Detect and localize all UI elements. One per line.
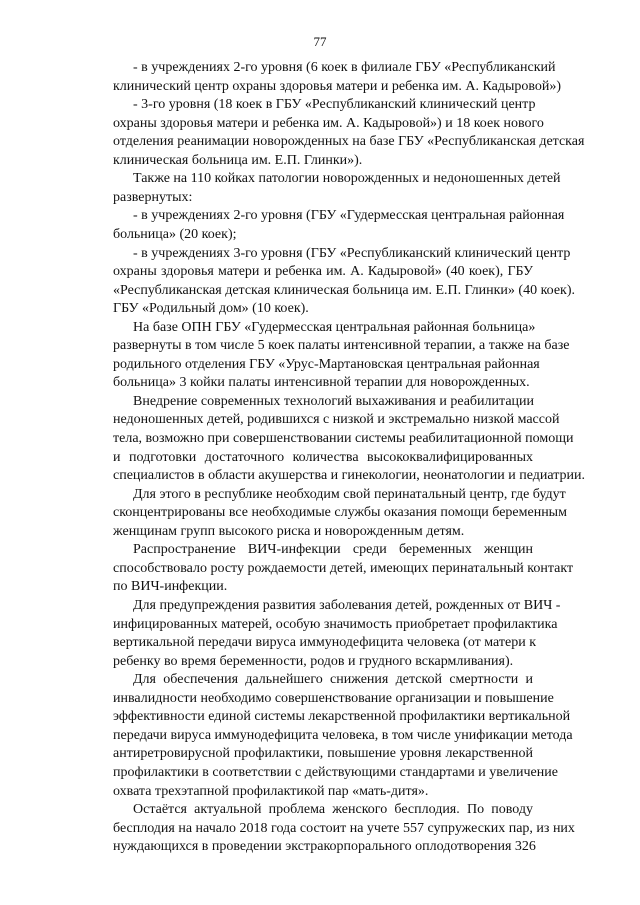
text-line: - в учреждениях 3-го уровня (ГБУ «Республиканский клинический центр bbox=[133, 245, 571, 261]
text-line: Также на 110 койках патологии новорожденных и недоношенных детей bbox=[133, 171, 561, 187]
text-line: профилактики в соответствии с действующими стандартами и увеличение bbox=[113, 764, 558, 780]
text-line: Распространение ВИЧ-инфекции среди беременных женщин bbox=[133, 542, 533, 558]
text-line: Для предупреждения развития заболевания детей, рожденных от ВИЧ - bbox=[133, 598, 561, 613]
text-line: сконцентрированы все необходимые службы оказания помощи беременным bbox=[113, 505, 567, 521]
text-line: отделения реанимации новорожденных на базе ГБУ «Республиканская детская bbox=[113, 134, 585, 150]
text-line: больница» (20 коек); bbox=[113, 227, 237, 242]
text-line: инфицированных матерей, особую значимость приобретает профилактика bbox=[113, 616, 558, 632]
text-line: охраны здоровья матери и ребенка им. А. Кадыровой» (40 коек), ГБУ bbox=[113, 264, 533, 280]
text-line: антиретровирусной профилактики, повышение уровня лекарственной bbox=[113, 746, 533, 762]
text-line: инвалидности необходимо совершенствование организации и повышение bbox=[113, 690, 554, 706]
text-line: развернутых: bbox=[113, 189, 193, 205]
text-line: - 3-го уровня (18 коек в ГБУ «Республиканский клинический центр bbox=[133, 97, 536, 113]
text-line: нуждающихся в проведении экстракорпорального оплодотворения 326 bbox=[113, 839, 536, 855]
text-line: по ВИЧ-инфекции. bbox=[113, 579, 228, 595]
page-number: 77 bbox=[313, 34, 327, 49]
text-line: бесплодия на начало 2018 года состоит на учете 557 супружеских пар, из них bbox=[113, 820, 575, 836]
text-line: ребенку во время беременности, родов и грудного вскармливания). bbox=[113, 653, 514, 669]
text-line: недоношенных детей, родившихся с низкой и экстремально низкой массой bbox=[113, 412, 560, 428]
text-line: На базе ОПН ГБУ «Гудермесская центральная районная больница» bbox=[133, 319, 536, 335]
text-line: эффективности единой системы лекарственной профилактики вертикальной bbox=[113, 709, 571, 725]
text-line: Для обеспечения дальнейшего снижения детской смертности и bbox=[133, 672, 533, 688]
text-line: клинический центр охраны здоровья матери и ребенка им. А. Кадыровой») bbox=[113, 78, 562, 94]
text-line: и подготовки достаточного количества высококвалифицированных bbox=[113, 449, 533, 465]
text-line: женщинам групп высокого риска и новорожденным детям. bbox=[113, 523, 465, 539]
text-line: специалистов в области акушерства и гинекологии, неонатологии и педиатрии. bbox=[113, 468, 585, 484]
text-line: охраны здоровья матери и ребенка им. А. Кадыровой») и 18 коек нового bbox=[113, 115, 544, 131]
text-line: ГБУ «Родильный дом» (10 коек). bbox=[113, 301, 309, 317]
text-line: тела, возможно при совершенствовании системы реабилитационной помощи bbox=[113, 431, 574, 446]
text-line: способствовало росту рождаемости детей, имеющих перинатальный контакт bbox=[113, 560, 574, 576]
text-line: - в учреждениях 2-го уровня (6 коек в филиале ГБУ «Республиканский bbox=[133, 60, 556, 75]
text-line: Внедрение современных технологий выхаживания и реабилитации bbox=[133, 393, 535, 409]
text-line: «Республиканская детская клиническая больница им. Е.П. Глинки» (40 коек). bbox=[113, 282, 576, 298]
text-line: охвата трехэтапной профилактикой пар «мать-дитя». bbox=[113, 783, 429, 799]
text-line: клиническая больница им. Е.П. Глинки»). bbox=[113, 152, 363, 168]
text-line: вертикальной передачи вируса иммунодефицита человека (от матери к bbox=[113, 635, 536, 651]
text-line: передачи вируса иммунодефицита человека, в том числе унификации метода bbox=[113, 727, 573, 743]
text-line: - в учреждениях 2-го уровня (ГБУ «Гудермесская центральная районная bbox=[133, 208, 565, 224]
text-line: больница» 3 койки палаты интенсивной терапии для новорожденных. bbox=[113, 375, 530, 391]
text-line: Для этого в республике необходим свой перинатальный центр, где будут bbox=[133, 486, 566, 502]
text-line: Остаётся актуальной проблема женского бесплодия. По поводу bbox=[133, 802, 533, 817]
text-line: родильного отделения ГБУ «Урус-Мартановская центральная районная bbox=[113, 356, 540, 372]
text-line: развернуты в том числе 5 коек палаты интенсивной терапии, а также на базе bbox=[113, 338, 570, 354]
